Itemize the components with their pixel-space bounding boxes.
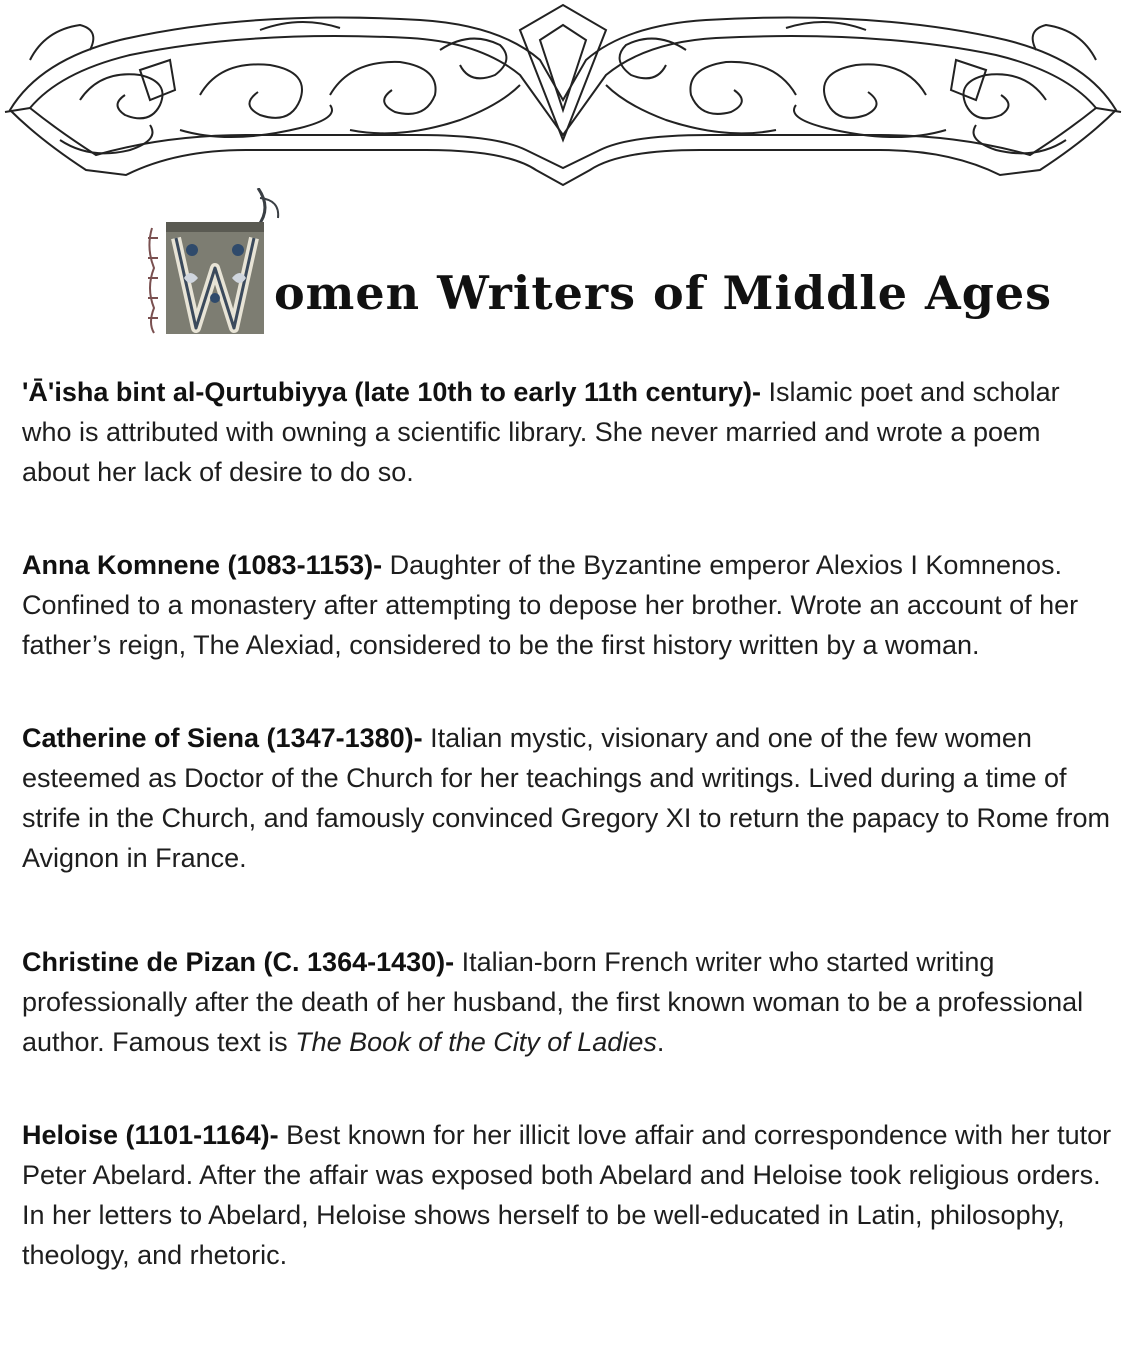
list-item	[22, 372, 1112, 492]
list-item	[22, 1115, 1112, 1275]
page-title-text: omen Writers of Middle Ages	[274, 266, 1053, 320]
writer-description: Daughter of the Byzantine emperor Alexios I Komnenos. Confined to a monastery after attempting to depose her brother. Wrote an account of her father’s reign, The Alexiad, considered to be the first history written by a woman.	[22, 550, 1079, 660]
writers-list	[22, 372, 1112, 1275]
list-item	[22, 942, 1112, 1062]
writer-description: Italian mystic, visionary and one of the few women esteemed as Doctor of the Church for her teachings and writings. Lived during a time of strife in the Church, and famously convinced Gregory XI to return the papacy to Rome from Avignon in France.	[22, 723, 1111, 873]
writer-name: Anna Komnene (1083-1153)-	[22, 550, 383, 580]
writer-name: Christine de Pizan (C. 1364-1430)-	[22, 947, 455, 977]
book-title: The Book of the City of Ladies	[295, 1027, 657, 1057]
writer-name: Catherine of Siena (1347-1380)-	[22, 723, 423, 753]
writer-description-end: .	[656, 1027, 665, 1057]
list-item	[22, 718, 1112, 878]
writer-description: Italian-born French writer who started writing professionally after the death of her husband, the first known woman to be a professional author. Famous text is	[22, 947, 1084, 1057]
writer-description: Islamic poet and scholar who is attributed with owning a scientific library. She never married and wrote a poem about her lack of desire to do so.	[22, 377, 1060, 487]
writer-description: Best known for her illicit love affair and correspondence with her tutor Peter Abelard. After the affair was exposed both Abelard and Heloise took religious orders. In her letters to Abelard, Heloise shows herself to be well-educated in Latin, philosophy, theology, and rhetoric.	[22, 1120, 1112, 1270]
illuminated-initial-icon	[140, 188, 290, 338]
writer-name: 'Ā'isha bint al-Qurtubiyya (late 10th to early 11th century)-	[22, 377, 762, 407]
ornamental-banner	[0, 0, 1126, 190]
list-item	[22, 545, 1112, 665]
writer-name: Heloise (1101-1164)-	[22, 1120, 279, 1150]
page-title	[140, 188, 1053, 338]
